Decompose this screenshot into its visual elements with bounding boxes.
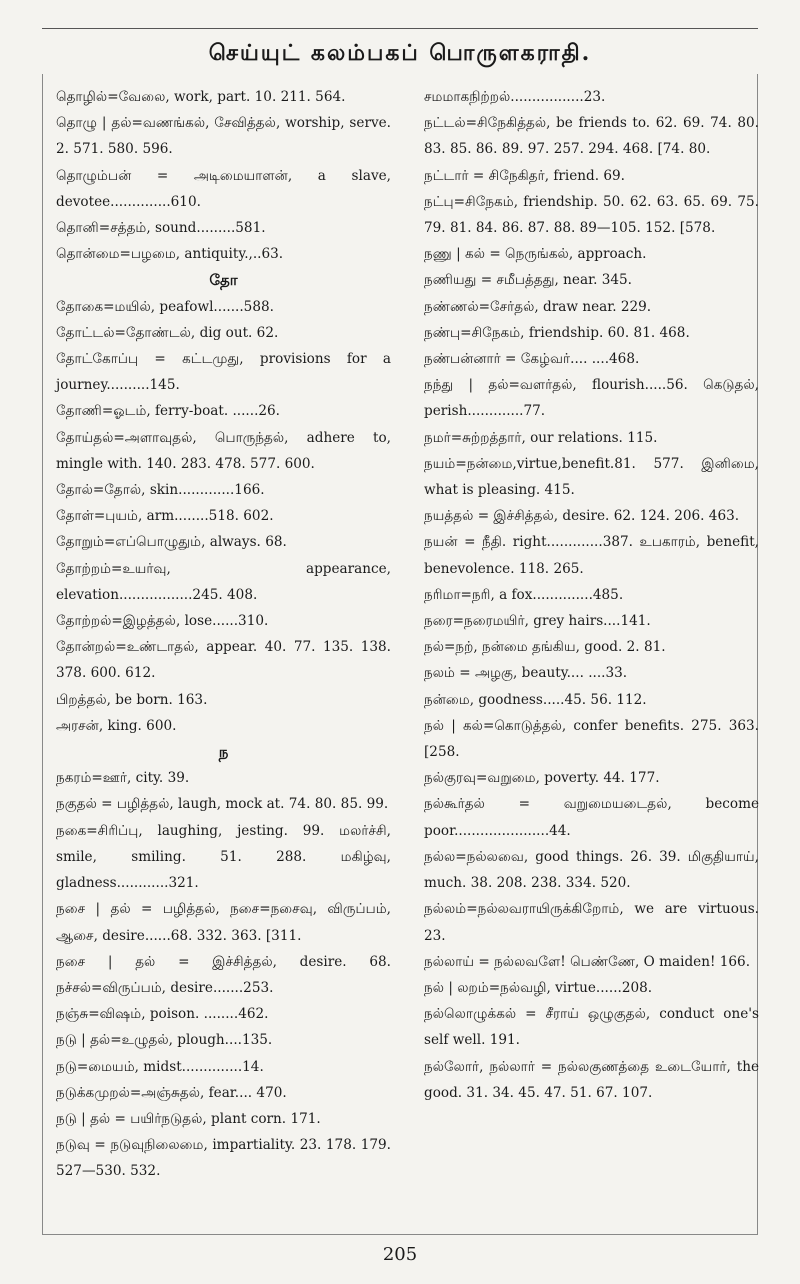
entry: நயம்=நன்மை,virtue,benefit.81. 577. இனிமை, what is pleasing. 415. [424,455,759,499]
entry: நல்லொழுக்கல் = சீராய் ஒழுகுதல், conduct one's self well. 191. [424,1006,759,1049]
entry: நயத்தல் = இச்சித்தல், desire. 62. 124. 206. 463. [424,508,740,525]
entry: நரை=நரைமயிர், grey hairs....141. [424,613,651,630]
page-header: செய்யுட் கலம்பகப் பொருளகராதி. [208,40,592,66]
entry: தோட்டல்=தோண்டல், dig out. 62. [56,324,279,341]
entry: நண்பு=சிநேகம், friendship. 60. 81. 468. [424,324,690,341]
entry: தொழு | தல்=வணங்கல், சேவித்தல், worship, serve. 2. 571. 580. 596. [56,115,391,158]
entry: நல்=நற், நன்மை தங்கிய, good. 2. 81. [424,639,666,656]
entry: நண்பன்னார் = கேழ்வர்.... ....468. [424,351,640,368]
entry: நல் | கல்=கொடுத்தல், confer benefits. 275. 363. [258. [424,717,759,761]
entry: தோல்=தோல், skin.............166. [56,482,265,499]
entry: தோற்றல்=இழத்தல், lose......310. [56,613,269,630]
entry: தோற்றம்=உயர்வு, appearance, elevation.................245. 408. [56,560,391,603]
entry: நல்குரவு=வறுமை, poverty. 44. 177. [424,770,660,787]
entry: நசை | தல் = பழித்தல், நசை=நசைவு, விருப்பம், ஆசை, desire......68. 332. 363. [311. [56,901,391,944]
entry: அரசன், king. 600. [56,717,177,734]
entry: நகை=சிரிப்பு, laughing, jesting. 99. மலர்ச்சி, smile, smiling. 51. 288. மகிழ்வு, gladness............321. [56,822,391,892]
entry: தோணி=ஓடம், ferry-boat. ......26. [56,403,281,420]
entry: நல்ல=நல்லவை, good things. 26. 39. மிகுதியாய், much. 38. 208. 238. 334. 520. [424,848,759,892]
entry: தோன்றல்=உண்டாதல், appear. 40. 77. 135. 138. 378. 600. 612. [56,639,391,682]
entry: நஞ்சு=விஷம், poison. ........462. [56,1006,269,1023]
entry: நடு | தல்=உழுதல், plough....135. [56,1032,273,1049]
page-number: 205 [382,1244,418,1265]
entry: தோய்தல்=அளாவுதல், பொருந்தல், adhere to, mingle with. 140. 283. 478. 577. 600. [56,429,391,472]
left-column [56,84,391,1185]
entry: தொழும்பன் = அடிமையாளன், a slave, devotee..............610. [56,167,391,210]
entry: நந்து | தல்=வளர்தல், flourish.....56. கெடுதல், perish.............77. [424,377,759,420]
entry: நட்பு=சிநேகம், friendship. 50. 62. 63. 65. 69. 75. 79. 81. 84. 86. 87. 88. 89—105. 152. [578. [424,193,759,237]
entry: நல்கூர்தல் = வறுமையடைதல், become poor......................44. [424,796,759,839]
entry: நட்டார் = சிநேகிதர், friend. 69. [424,167,625,184]
entry: நகரம்=ஊர், city. 39. [56,770,190,787]
entry: நடு=மையம், midst..............14. [56,1058,264,1075]
entry: நல் | லறம்=நல்வழி, virtue......208. [424,979,653,996]
entry: தொனி=சத்தம், sound.........581. [56,220,266,237]
entry: நயன் = நீதி. right.............387. உபகாரம், benefit, benevolence. 118. 265. [424,534,759,577]
entry: தோகை=மயில், peafowl.......588. [56,298,274,315]
entry: நகுதல் = பழித்தல், laugh, mock at. 74. 80. 85. 99. [56,796,389,813]
entry: நடுக்கமுறல்=அஞ்சுதல், fear.... 470. [56,1084,287,1101]
top-rule [42,28,758,29]
section-letter: தோ [209,271,238,290]
entry: நல்லாய் = நல்லவளே! பெண்ணே, O maiden! 166. [424,953,751,970]
entry: நல்லம்=நல்லவராயிருக்கிறோம், we are virtuous. 23. [424,901,759,944]
entry: நணியது = சமீபத்தது, near. 345. [424,272,632,289]
entry: நரிமா=நரி, a fox..............485. [424,586,624,603]
entry: தோறும்=எப்பொழுதும், always. 68. [56,534,287,551]
entry: நமர்=சுற்றத்தார், our relations. 115. [424,429,658,446]
entry: நடு | தல் = பயிர்நடுதல், plant corn. 171. [56,1110,321,1127]
entry: தோட்கோப்பு = கட்டமுது, provisions for a journey..........145. [56,351,391,394]
entry: நடுவு = நடுவுநிலைமை, impartiality. 23. 178. 179. 527—530. 532. [56,1137,391,1180]
entry: நல்லோர், நல்லார் = நல்லகுணத்தை உடையோர், the good. 31. 34. 45. 47. 51. 67. 107. [424,1058,759,1101]
entry: நன்மை, goodness.....45. 56. 112. [424,691,647,708]
entry: பிறத்தல், be born. 163. [56,691,208,708]
entry: நண்ணல்=சேர்தல், draw near. 229. [424,298,652,315]
entry: நட்டல்=சிநேகித்தல், be friends to. 62. 69. 74. 80. 83. 85. 86. 89. 97. 257. 294. 468. [74. 80. [424,115,759,158]
entry: நணு | கல் = நெருங்கல், approach. [424,246,647,263]
entry: சமமாகநிற்றல்.................23. [424,89,606,105]
entry: நலம் = அழகு, beauty.... ....33. [424,665,628,682]
entry: நசை | தல் = இச்சித்தல், desire. 68. நச்சல்=விருப்பம், desire.......253. [56,953,391,996]
section-letter: ந [218,743,229,762]
right-column [424,84,759,1106]
entry: தொன்மை=பழமை, antiquity.,..63. [56,246,284,263]
entry: தொழில்=வேலை, work, part. 10. 211. 564. [56,89,346,105]
entry: தோள்=புயம், arm........518. 602. [56,508,274,525]
